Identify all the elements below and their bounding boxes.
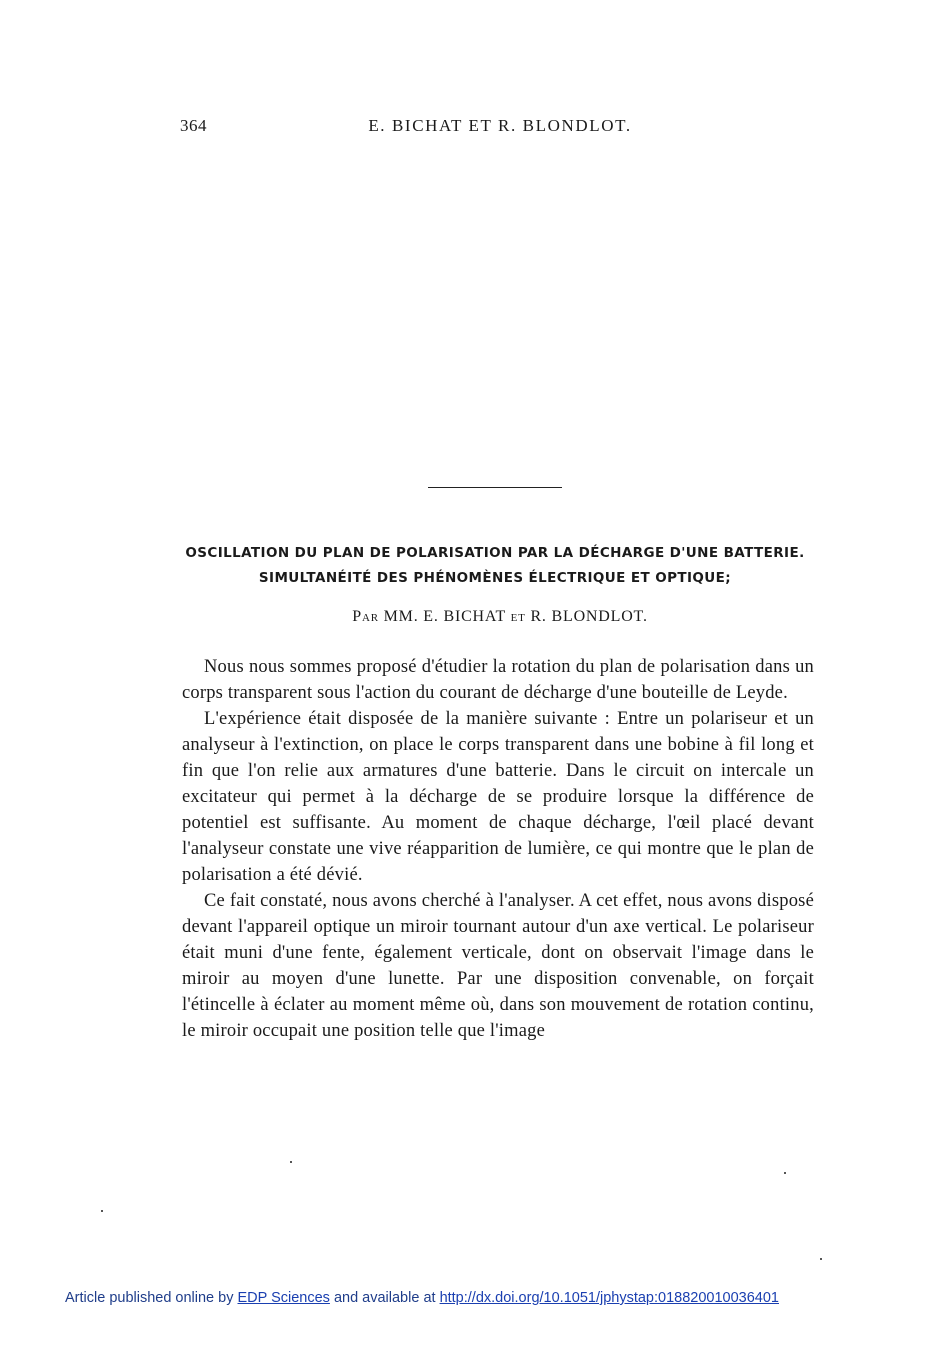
footer-prefix: Article published online by	[65, 1290, 234, 1306]
section-divider	[428, 487, 562, 488]
page-number: 364	[180, 116, 207, 135]
byline-et: et	[510, 608, 526, 625]
scan-speck	[820, 1258, 822, 1260]
article-title-line-1: OSCILLATION DU PLAN DE POLARISATION PAR LA DÉCHARGE D'UNE BATTERIE.	[185, 545, 805, 561]
byline-author-2: R. BLONDLOT.	[530, 608, 648, 625]
running-title: E. BICHAT ET R. BLONDLOT.	[368, 116, 632, 135]
scan-speck	[101, 1210, 103, 1212]
paragraph: Nous nous sommes proposé d'étudier la rotation du plan de polarisation dans un corps transparent sous l'action du courant de décharge d'une bouteille de Leyde.	[182, 657, 814, 703]
byline	[180, 608, 820, 626]
scan-speck	[784, 1172, 786, 1174]
edp-sciences-link[interactable]: EDP Sciences	[237, 1290, 330, 1306]
article-title	[150, 541, 840, 591]
article-title-line-2: SIMULTANÉITÉ DES PHÉNOMÈNES ÉLECTRIQUE ET OPTIQUE;	[258, 570, 732, 586]
running-head	[180, 116, 820, 138]
byline-author-1: MM. E. BICHAT	[383, 608, 506, 625]
article-body	[182, 654, 814, 1044]
byline-par: Par	[352, 608, 379, 625]
scan-speck	[290, 1161, 292, 1163]
doi-link[interactable]: http://dx.doi.org/10.1051/jphystap:018820010036401	[439, 1290, 779, 1306]
paragraph: L'expérience était disposée de la manière suivante : Entre un polariseur et un analyseur à l'extinction, on place le corps transparent dans une bobine à fil long et fin que l'on relie aux armatures d'une batterie. Dans le circuit on intercale un excitateur qui permet à la décharge de se produire lorsque la différence de potentiel est suffisante. Au moment de chaque décharge, l'œil placé devant l'analyseur constate une vive réapparition de lumière, ce qui montre que le plan de polarisation a été dévié.	[182, 709, 814, 885]
publication-footer	[65, 1290, 865, 1306]
footer-middle: and available at	[333, 1290, 436, 1306]
paragraph: Ce fait constaté, nous avons cherché à l'analyser. A cet effet, nous avons disposé devant l'appareil optique un miroir tournant autour d'un axe vertical. Le polariseur était muni d'une fente, également verticale, dont on observait l'image dans le miroir au moyen d'une lunette. Par une disposition convenable, on forçait l'étincelle à éclater au moment même où, dans son mouvement de rotation continu, le miroir occupait une position telle que l'image	[182, 891, 814, 1041]
